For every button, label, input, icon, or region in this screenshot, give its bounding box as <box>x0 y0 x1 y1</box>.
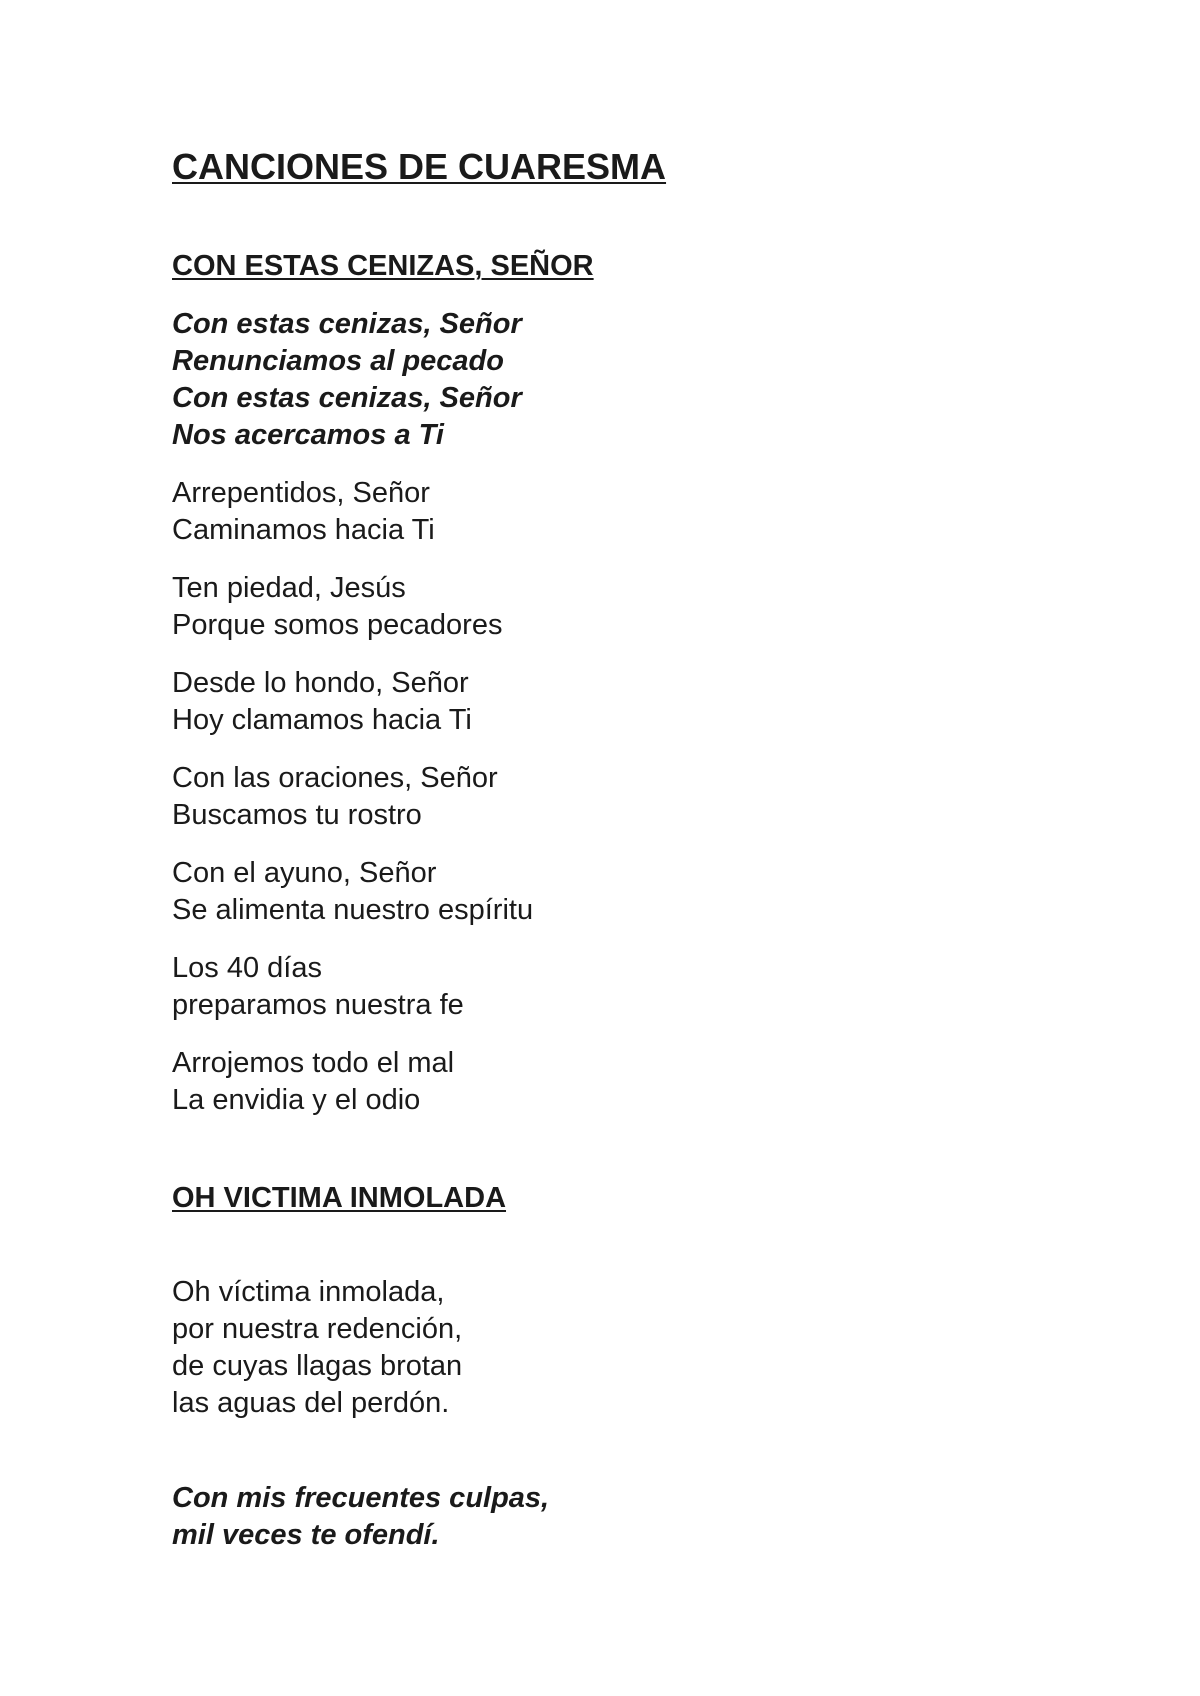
verse-line: Con el ayuno, Señor <box>172 857 437 889</box>
verse-line: Los 40 días <box>172 952 322 984</box>
verse-line: de cuyas llagas brotan <box>172 1350 463 1382</box>
chorus-line: Con estas cenizas, Señor <box>172 382 522 414</box>
chorus-line: Con mis frecuentes culpas, <box>172 1482 550 1514</box>
verse-line: Se alimenta nuestro espíritu <box>172 894 534 926</box>
verse-line: Buscamos tu rostro <box>172 799 422 831</box>
verse-line: Porque somos pecadores <box>172 609 503 641</box>
verse-line: Con las oraciones, Señor <box>172 762 498 794</box>
verse-line: preparamos nuestra fe <box>172 989 464 1021</box>
verse-line: Arrojemos todo el mal <box>172 1047 455 1079</box>
song-heading: OH VICTIMA INMOLADA <box>172 1182 507 1214</box>
verse-line: Desde lo hondo, Señor <box>172 667 469 699</box>
verse-line: Hoy clamamos hacia Ti <box>172 704 472 736</box>
document-title: CANCIONES DE CUARESMA <box>172 146 667 187</box>
chorus-line: Con estas cenizas, Señor <box>172 308 522 340</box>
chorus-line: mil veces te ofendí. <box>172 1519 440 1551</box>
verse-line: Ten piedad, Jesús <box>172 572 406 604</box>
verse-line: las aguas del perdón. <box>172 1387 450 1419</box>
verse-line: Arrepentidos, Señor <box>172 477 430 509</box>
verse-line: La envidia y el odio <box>172 1084 421 1116</box>
chorus-line: Renunciamos al pecado <box>172 345 504 377</box>
chorus-line: Nos acercamos a Ti <box>172 419 444 451</box>
song-heading: CON ESTAS CENIZAS, SEÑOR <box>172 250 594 282</box>
verse-line: por nuestra redención, <box>172 1313 463 1345</box>
verse-line: Oh víctima inmolada, <box>172 1276 445 1308</box>
verse-line: Caminamos hacia Ti <box>172 514 435 546</box>
